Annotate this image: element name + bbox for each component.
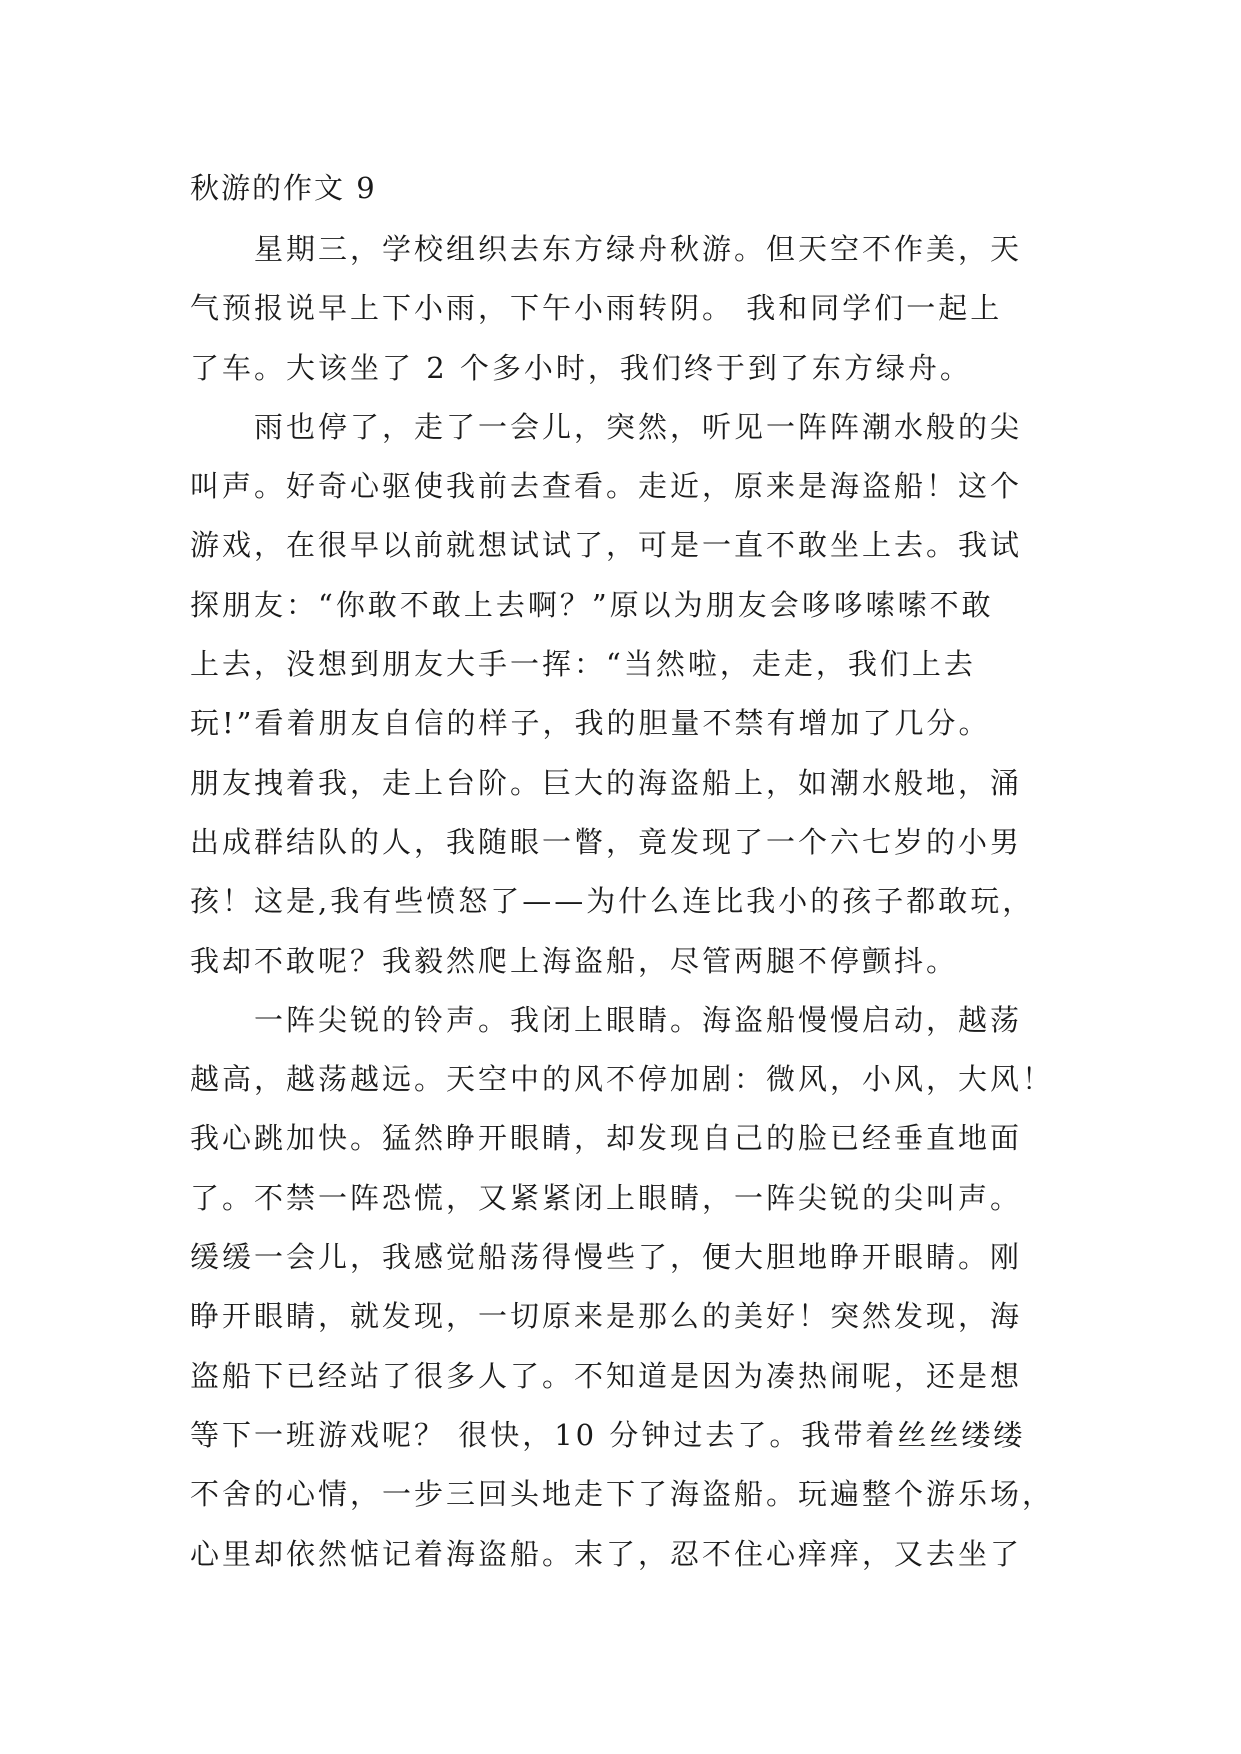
paragraph-line: 我心跳加快。猛然睁开眼睛，却发现自己的脸已经垂直地面 [190,1121,1023,1156]
paragraph-line: 探朋友：“你敢不敢上去啊？”原以为朋友会哆哆嗦嗦不敢 [190,587,994,622]
paragraph-line: 孩！这是,我有些愤怒了——为什么连比我小的孩子都敢玩， [190,884,1035,919]
paragraph-line: 气预报说早上下小雨，下午小雨转阴。 我和同学们一起上 [190,291,1003,326]
paragraph-line: 朋友拽着我，走上台阶。巨大的海盗船上，如潮水般地，涌 [190,765,1023,800]
paragraph-line: 玩!”看着朋友自信的样子，我的胆量不禁有增加了几分。 [190,706,991,741]
document-body [190,160,1070,1584]
paragraph-line: 越高，越荡越远。天空中的风不停加剧：微风，小风，大风！ [190,1062,1055,1097]
paragraph-line: 叫声。好奇心驱使我前去查看。走近，原来是海盗船！这个 [190,469,1023,504]
paragraph-line: 雨也停了，走了一会儿，突然，听见一阵阵潮水般的尖 [254,409,1023,444]
paragraph-line: 不舍的心情，一步三回头地走下了海盗船。玩遍整个游乐场， [190,1477,1055,1512]
paragraph-line: 出成群结队的人，我随眼一瞥，竟发现了一个六七岁的小男 [190,824,1023,859]
paragraph-line: 游戏，在很早以前就想试试了，可是一直不敢坐上去。我试 [190,528,1023,563]
paragraph-line: 了车。大该坐了 2 个多小时，我们终于到了东方绿舟。 [190,350,972,385]
paragraph [190,991,1070,1584]
paragraph-line: 睁开眼睛，就发现，一切原来是那么的美好！突然发现，海 [190,1299,1023,1334]
paragraph-line: 我却不敢呢？我毅然爬上海盗船，尽管两腿不停颤抖。 [190,943,959,978]
paragraph-line: 心里却依然惦记着海盗船。末了，忍不住心痒痒，又去坐了 [190,1536,1023,1571]
paragraph-line: 了。不禁一阵恐慌，又紧紧闭上眼睛，一阵尖锐的尖叫声。 [190,1180,1023,1215]
paragraph-line: 盗船下已经站了很多人了。不知道是因为凑热闹呢，还是想 [190,1358,1023,1393]
paragraph [190,398,1070,991]
paragraphs-container [190,220,1070,1584]
paragraph-line: 上去，没想到朋友大手一挥：“当然啦，走走，我们上去 [190,647,976,682]
paragraph [190,220,1070,398]
document-title: 秋游的作文 9 [190,171,377,205]
paragraph-line: 星期三，学校组织去东方绿舟秋游。但天空不作美，天 [254,232,1023,266]
paragraph-line: 等下一班游戏呢？ 很快，10 分钟过去了。我带着丝丝缕缕 [190,1417,1026,1452]
paragraph-line: 一阵尖锐的铃声。我闭上眼睛。海盗船慢慢启动，越荡 [254,1002,1023,1037]
paragraph-line: 缓缓一会儿，我感觉船荡得慢些了，便大胆地睁开眼睛。刚 [190,1240,1023,1275]
